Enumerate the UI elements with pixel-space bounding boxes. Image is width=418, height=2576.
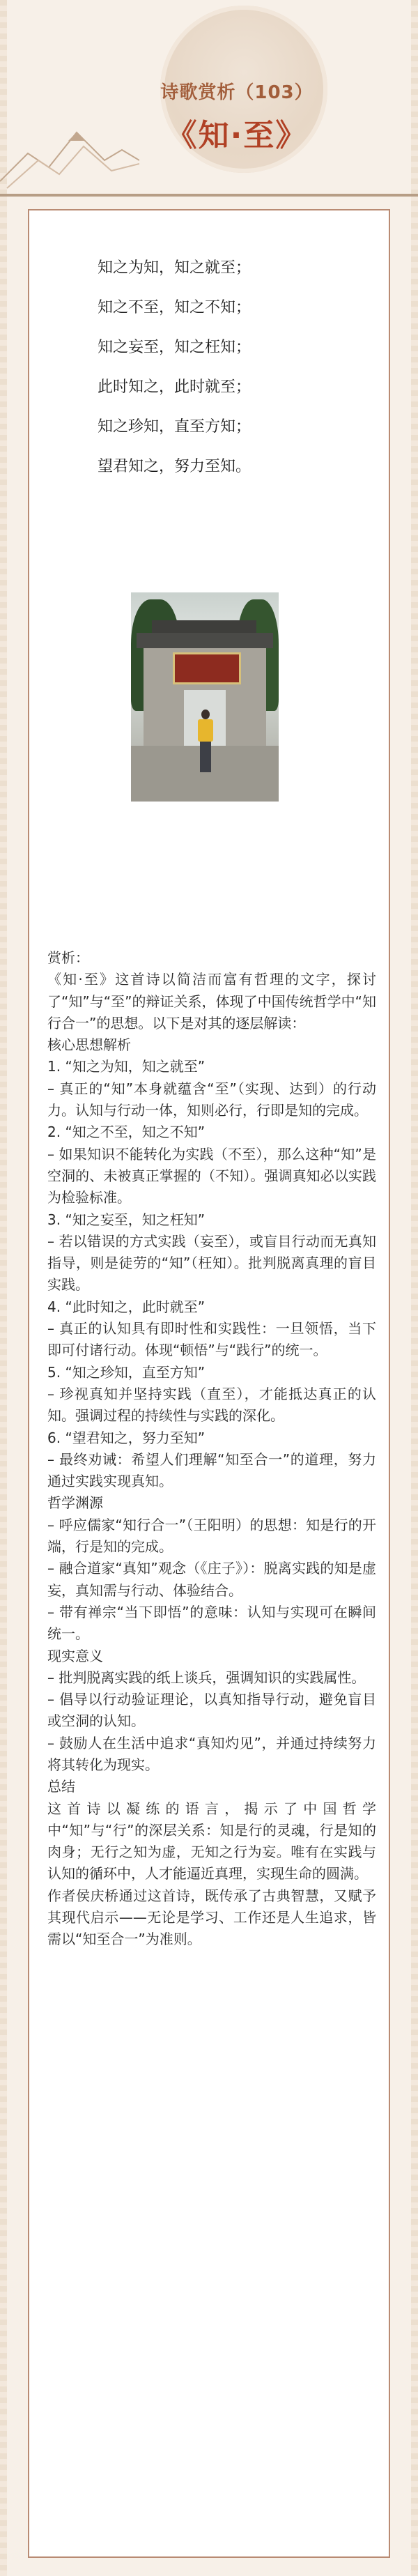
point-heading: 4. “此时知之，此时就至” <box>47 1298 206 1315</box>
section-heading: 现实意义 <box>47 1647 103 1664</box>
point-text: – 若以错误的方式实践（妄至），或盲目行动而无真知指导，则是徒劳的“知”（枉知）。批判脱离真理的盲目实践。 <box>47 1232 376 1294</box>
poem-line: 知之为知，知之就至； <box>98 259 251 277</box>
commentary-heading: 赏析： <box>47 949 89 966</box>
poem-line: 望君知之，努力至知。 <box>98 458 251 475</box>
content-card <box>28 209 390 2558</box>
right-border-decoration <box>411 0 418 2576</box>
poem-line: 知之不至，知之不知； <box>98 299 251 316</box>
poem-line: 此时知之，此时就至； <box>98 378 251 396</box>
poem-line: 知之妄至，知之枉知； <box>98 339 251 356</box>
point-heading: 1. “知之为知，知之就至” <box>47 1058 206 1075</box>
list-item: – 批判脱离实践的纸上谈兵，强调知识的实践属性。 <box>47 1669 366 1686</box>
list-item: – 鼓励人在生活中追求“真知灼见”，并通过持续努力将其转化为现实。 <box>47 1734 376 1773</box>
poem-body <box>98 259 348 498</box>
summary-text: 这首诗以凝练的语言，揭示了中国哲学中“知”与“行”的深层关系：知是行的灵魂，行是知的肉身；无行之知为虚，无知之行为妄。唯有在实践与认知的循环中，人才能逼近真理，实现生命的圆满。 <box>47 1800 376 1883</box>
point-text: – 最终劝诫：希望人们理解“知至合一”的道理，努力通过实践实现真知。 <box>47 1450 376 1490</box>
point-heading: 3. “知之妄至，知之枉知” <box>47 1211 206 1228</box>
poem-line: 知之珍知，直至方知； <box>98 418 251 436</box>
author-photo <box>131 592 279 802</box>
section-heading: 哲学渊源 <box>47 1494 103 1512</box>
left-border-decoration <box>0 0 7 2576</box>
header-divider <box>0 194 418 197</box>
list-item: – 融合道家“真知”观念（《庄子》）：脱离实践的知是虚妄，真知需与行动、体验结合。 <box>47 1560 376 1599</box>
point-heading: 2. “知之不至，知之不知” <box>47 1124 206 1141</box>
commentary <box>47 947 376 1951</box>
photo-gate-plaque <box>173 652 241 684</box>
commentary-intro: 《知·至》这首诗以简洁而富有哲理的文字，探讨了“知”与“至”的辩证关系，体现了中国传统哲学中“知行合一”的思想。以下是对其的逐层解读： <box>47 971 376 1032</box>
photo-gate-roof <box>152 620 256 634</box>
poem-title: 《知·至》 <box>166 118 308 153</box>
point-heading: 6. “望君知之，努力至知” <box>47 1429 206 1446</box>
section-heading: 核心思想解析 <box>47 1036 131 1054</box>
photo-person <box>196 710 215 772</box>
list-item: – 呼应儒家“知行合一”（王阳明）的思想：知是行的开端，行是知的完成。 <box>47 1516 376 1556</box>
point-text: – 珍视真知并坚持实践（直至），才能抵达真正的认知。强调过程的持续性与实践的深化。 <box>47 1385 376 1425</box>
list-item: – 带有禅宗“当下即悟”的意味：认知与实现可在瞬间统一。 <box>47 1603 376 1643</box>
point-heading: 5. “知之珍知，直至方知” <box>47 1363 206 1381</box>
point-text: – 如果知识不能转化为实践（不至），那么这种“知”是空洞的、未被真正掌握的（不知）。强调真知必以实践为检验标准。 <box>47 1145 376 1206</box>
header-banner <box>0 0 418 209</box>
point-text: – 真正的认知具有即时性和实践性：一旦领悟，当下即可付诸行动。体现“顿悟”与“践行”的统一。 <box>47 1320 376 1359</box>
section-heading: 总结 <box>47 1778 75 1795</box>
series-title: 诗歌赏析（103） <box>160 82 314 103</box>
mountain-decoration <box>0 84 139 195</box>
summary-text: 作者侯庆桥通过这首诗，既传承了古典智慧，又赋予其现代启示——无论是学习、工作还是人生追求，皆需以“知至合一”为准则。 <box>47 1887 376 1948</box>
photo-gate-roof <box>137 633 273 648</box>
list-item: – 倡导以行动验证理论，以真知指导行动，避免盲目或空洞的认知。 <box>47 1691 376 1730</box>
point-text: – 真正的“知”本身就蕴含“至”（实现、达到）的行动力。认知与行动一体，知则必行，行即是知的完成。 <box>47 1080 376 1119</box>
